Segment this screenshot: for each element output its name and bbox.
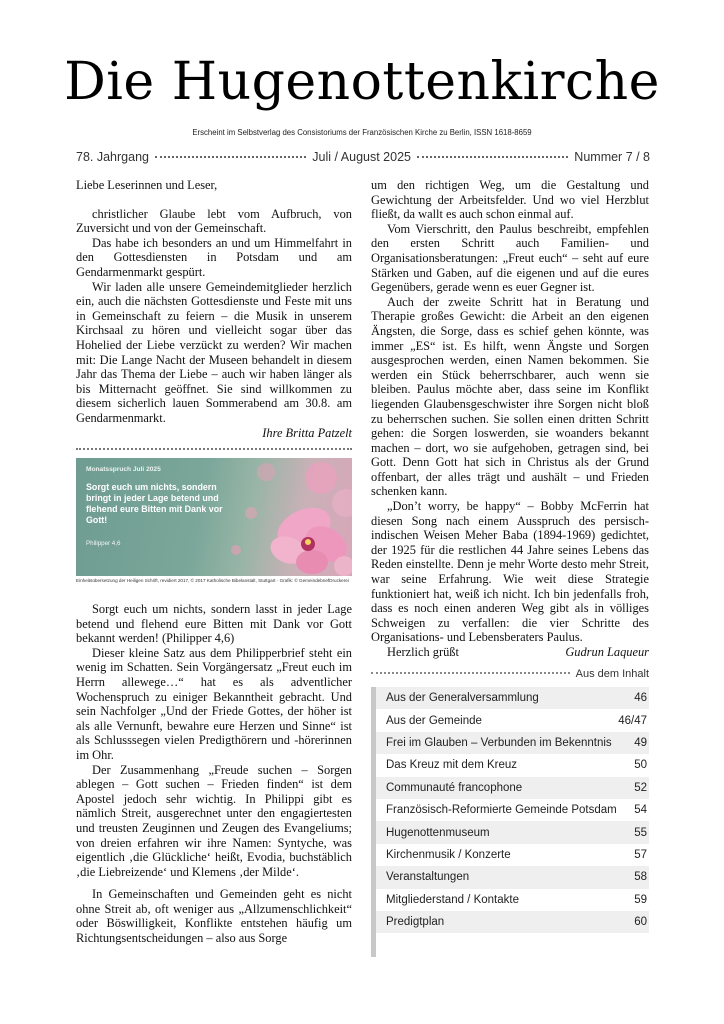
toc-page: 58 (634, 871, 647, 884)
sermon-paragraph: Dieser kleine Satz aus dem Philipperbrief steht ein wenig im Schatten. Sein Vorgängersatz „Freut euch im Herrn allewege…“ hat es als adventlicher Wochenspruch zu einiger Bekanntheit gebracht. Und sein Nachfolger „Und der Friede Gottes, der höher ist als alle Vernunft, bewahre eure Herzen und Sinne“ ist als Schlusssegen vielen Predigthörern und -hörerinnen im Ohr. (76, 645, 352, 762)
monthly-verse-text: Sorgt euch um nichts, sondern bringt in jeder Lage betend und flehend eure Bitten mit Dank vor Gott! (86, 482, 223, 525)
toc-title: Mitgliederstand / Kontakte (386, 893, 519, 906)
dotted-leader (417, 156, 568, 158)
volume-label: 78. Jahrgang (76, 150, 149, 164)
toc-page: 49 (634, 736, 647, 749)
section-divider (76, 448, 352, 450)
issue-date: Juli / August 2025 (312, 150, 411, 164)
toc-row[interactable] (376, 866, 649, 888)
sermon-paragraph: In Gemeinschaften und Gemeinden geht es nicht ohne Streit ab, oft weniger aus „Allzumenschlichkeit“ oder Böswilligkeit, Konflikte entstehen häufig um Richtungsentscheidungen – also aus Sorge (76, 887, 352, 946)
toc-heading-label: Aus dem Inhalt (575, 668, 649, 680)
toc-title: Französisch-Reformierte Gemeinde Potsdam (386, 804, 617, 817)
toc-row[interactable] (376, 889, 649, 911)
monthly-verse-reference: Philipper 4,6 (86, 540, 121, 547)
closing-greeting: Herzlich grüßt (387, 645, 459, 659)
author-signature: Gudrun Laqueur (565, 645, 649, 659)
salutation: Liebe Leserinnen und Leser, (76, 178, 218, 192)
toc-row[interactable] (376, 799, 649, 821)
toc-title: Hugenottenmuseum (386, 826, 490, 839)
toc-page: 46 (634, 692, 647, 705)
sermon-column-left (76, 602, 352, 946)
toc-row[interactable] (376, 777, 649, 799)
toc-row[interactable] (376, 709, 649, 731)
toc-row[interactable] (376, 687, 649, 709)
toc-page: 59 (634, 893, 647, 906)
toc-title: Aus der Gemeinde (386, 714, 482, 727)
toc-row[interactable] (376, 911, 649, 933)
monthly-verse-image (76, 458, 352, 576)
toc-title: Aus der Generalversammlung (386, 692, 539, 705)
sermon-paragraph: Sorgt euch um nichts, sondern lasst in jeder Lage betend und flehend eure Bitten mit Dank vor Gott bekannt werden! (Philipper 4,6) (76, 602, 352, 646)
editorial-paragraph: Wir laden alle unsere Gemeindemitglieder herzlich ein, auch die nächsten Gottesdienste und Feste mit uns in Gemeinschaft zu feiern – die Musik in unserem Kirchsaal zu hören und vielleicht sogar über das Hohelied der Liebe verzückt zu werden? Wir machen mit: Die Lange Nacht der Museen behandelt in diesem Jahr das Thema der Liebe – auch wir haben länger als bis Mitternacht geöffnet. Sie sind willkommen zu diesem sicherlich lauen Sommerabend am 30.8. am Gendarmenmarkt. (76, 279, 352, 425)
sermon-paragraph: Auch der zweite Schritt hat in Beratung und Therapie großes Gewicht: die Arbeit an den eigenen Ängsten, die Sorge, dass es schief gehen könnte, was immer „ES“ ist. Es hilft, wenn Ängste und Sorgen ausgesprochen werden, einen Namen bekommen. Sie werden ein Stück beherrschbarer, auch wenn sie bleiben. Paulus möchte aber, dass seine im Konflikt liegenden Glaubensgeschwister ihre Sorgen nicht bloß zu beherrschen suchen. Sie sollen einen dritten Schritt gehen: die Sorgen loswerden, sie woanders bekannt machen – dort, wo sie aufgehoben, getragen sind, bei Gott. Denn Gott hat sich in Christus als der Grund offenbart, der alles trägt und aushält – und Frieden schenken kann. (371, 294, 649, 499)
sermon-paragraph: Der Zusammenhang „Freude suchen – Sorgen ablegen – Gott suchen – Frieden finden“ ist dem Apostel jedoch sehr wichtig. In Philippi gibt es nämlich Streit, ausgerechnet unter den engagiertesten und treusten Zeuginnen und Zeugen des Evangeliums; von dreien erfahren wir ihre Namen: Syntyche, was eigentlich ‚die Glückliche‘ heißt, Evodia, buchstäblich ‚die Liebreizende‘ und Klemens ‚der Milde‘. (76, 762, 352, 879)
toc-row[interactable] (376, 821, 649, 843)
toc-page: 57 (634, 848, 647, 861)
toc-title: Communauté francophone (386, 781, 523, 794)
editorial-column (76, 178, 352, 440)
toc-page: 50 (634, 759, 647, 772)
issue-number: Nummer 7 / 8 (574, 150, 651, 164)
toc-title: Kirchenmusik / Konzerte (386, 848, 511, 861)
toc-title: Veranstaltungen (386, 871, 470, 884)
dotted-leader (155, 156, 306, 158)
sermon-column-right (371, 178, 649, 660)
masthead-title: Die Hugenottenkirche (64, 52, 660, 112)
toc-row[interactable] (376, 844, 649, 866)
table-of-contents (371, 687, 649, 957)
editorial-paragraph: Das habe ich besonders an und um Himmelfahrt in den Gottesdiensten in Potsdam und am Gendarmenmarkt gespürt. (76, 235, 352, 279)
orchid-flower-illustration (226, 458, 352, 576)
toc-row[interactable] (376, 754, 649, 776)
sermon-paragraph: um den richtigen Weg, um die Gestaltung und Gewichtung der Arbeitsfelder. Und wo viel Herzblut fließt, da wallt es auch schon einmal auf. (371, 178, 649, 222)
monthly-verse-label: Monatsspruch Juli 2025 (86, 466, 161, 473)
toc-title: Das Kreuz mit dem Kreuz (386, 759, 518, 772)
publisher-line: Erscheint im Selbstverlag des Consistoriums der Französischen Kirche zu Berlin, ISSN 1618-8659 (192, 128, 532, 137)
toc-page: 55 (634, 826, 647, 839)
sermon-paragraph: Vom Vierschritt, den Paulus beschreibt, empfehlen den ersten Schritt auch Familien- und Organisationsberatungen: „Freut euch“ – seht auf eure Stärken und Gaben, auf die eigenen und auf die eures Gegenübers, gerade wenn es euer Gegner ist. (371, 221, 649, 295)
image-caption: Einheitsübersetzung der Heiligen Schrift, revidiert 2017, © 2017 Katholische Bibelanstalt, Stuttgart · Grafik: © GemeindebriefDruckerei (76, 578, 349, 583)
toc-page: 60 (634, 916, 647, 929)
toc-page: 52 (634, 781, 647, 794)
dotted-leader (371, 672, 570, 674)
toc-page: 54 (634, 804, 647, 817)
editorial-signature: Ihre Britta Patzelt (262, 425, 352, 440)
toc-page: 46/47 (618, 714, 647, 727)
toc-heading (371, 668, 649, 680)
issue-bar (76, 150, 650, 164)
closing-line (371, 645, 649, 660)
toc-title: Predigtplan (386, 916, 445, 929)
toc-row[interactable] (376, 732, 649, 754)
editorial-paragraph: christlicher Glaube lebt vom Aufbruch, von Zuversicht und von der Gemeinschaft. (76, 206, 352, 236)
sermon-paragraph: „Don’t worry, be happy“ – Bobby McFerrin hat diesen Song nach einem Ausspruch des persisch-indischen Weisen Meher Baba (1894-1969) gedichtet, der 1925 für die restlichen 44 Jahre seines Lebens das Reden einstellte. Denn je mehr Worte desto mehr Streit, war seine Erfahrung. Wie weit diese Strategie funktioniert hat, weiß ich nicht. Ich bin jedenfalls froh, dass es noch einen anderen Weg gibt als in völliges Schweigen zu verfallen: die vier Schritte des Organisations- und Lebensberaters Paulus. (371, 499, 649, 645)
toc-title: Frei im Glauben – Verbunden im Bekenntnis (386, 736, 612, 749)
